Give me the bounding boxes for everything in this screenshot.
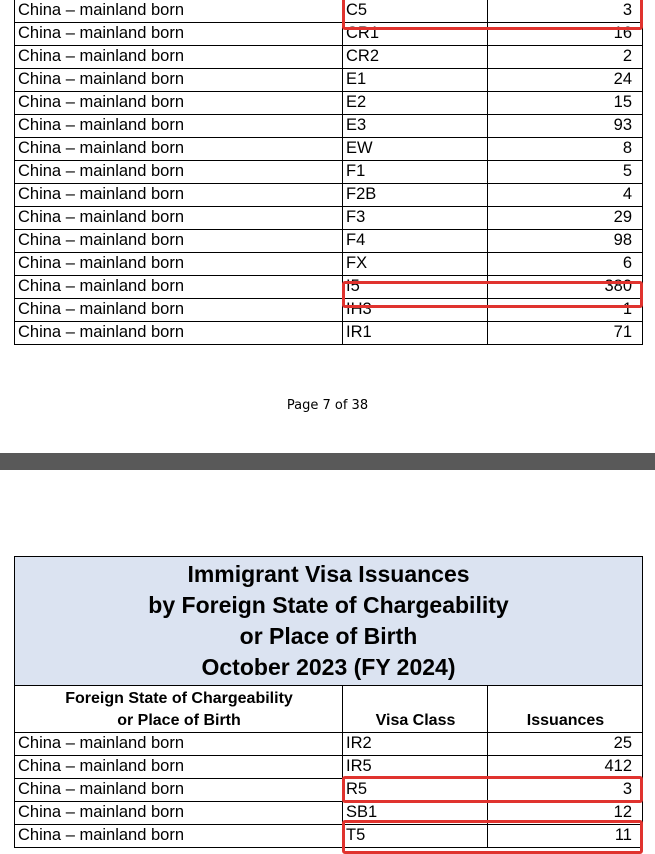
visa-class-cell: E2	[343, 92, 488, 115]
visa-class-cell: E1	[343, 69, 488, 92]
table-row	[15, 92, 643, 115]
table-row	[15, 230, 643, 253]
issuances-cell: 11	[488, 825, 643, 848]
table-row	[15, 115, 643, 138]
country-cell: China – mainland born	[15, 115, 343, 138]
issuances-cell: 8	[488, 138, 643, 161]
country-cell: China – mainland born	[15, 756, 343, 779]
table-row	[15, 299, 643, 322]
table-row	[15, 322, 643, 345]
issuances-cell: 5	[488, 161, 643, 184]
visa-class-cell: E3	[343, 115, 488, 138]
country-cell: China – mainland born	[15, 733, 343, 756]
issuances-cell: 4	[488, 184, 643, 207]
visa-class-cell: F1	[343, 161, 488, 184]
visa-class-cell: EW	[343, 138, 488, 161]
issuances-cell: 2	[488, 46, 643, 69]
issuances-cell: 3	[488, 779, 643, 802]
table-row	[15, 756, 643, 779]
country-cell: China – mainland born	[15, 184, 343, 207]
visa-class-cell: IH3	[343, 299, 488, 322]
issuances-cell: 1	[488, 299, 643, 322]
country-cell: China – mainland born	[15, 779, 343, 802]
issuances-cell: 24	[488, 69, 643, 92]
visa-class-cell: I5	[343, 276, 488, 299]
issuances-cell: 12	[488, 802, 643, 825]
issuances-cell: 71	[488, 322, 643, 345]
table-title	[15, 557, 643, 686]
country-cell: China – mainland born	[15, 322, 343, 345]
country-cell: China – mainland born	[15, 253, 343, 276]
issuances-cell: 6	[488, 253, 643, 276]
title-line: October 2023 (FY 2024)	[201, 654, 456, 680]
visa-class-cell: R5	[343, 779, 488, 802]
country-cell: China – mainland born	[15, 46, 343, 69]
column-header-country	[15, 686, 343, 733]
visa-class-cell: SB1	[343, 802, 488, 825]
table-row	[15, 46, 643, 69]
visa-table-page-8	[14, 556, 643, 848]
issuances-cell: 3	[488, 0, 643, 23]
issuances-cell: 29	[488, 207, 643, 230]
issuances-cell: 412	[488, 756, 643, 779]
country-cell: China – mainland born	[15, 276, 343, 299]
issuances-cell: 25	[488, 733, 643, 756]
country-cell: China – mainland born	[15, 23, 343, 46]
page-number: Page 7 of 38	[286, 398, 369, 413]
header-line: or Place of Birth	[117, 712, 241, 729]
issuances-cell: 16	[488, 23, 643, 46]
table-row	[15, 825, 643, 848]
visa-class-cell: IR1	[343, 322, 488, 345]
country-cell: China – mainland born	[15, 825, 343, 848]
header-line: Foreign State of Chargeability	[65, 690, 293, 707]
table-row	[15, 779, 643, 802]
visa-class-cell: IR5	[343, 756, 488, 779]
table-row	[15, 207, 643, 230]
title-line: Immigrant Visa Issuances	[187, 561, 470, 587]
country-cell: China – mainland born	[15, 802, 343, 825]
table-row	[15, 23, 643, 46]
table-row	[15, 253, 643, 276]
column-header-visa-class: Visa Class	[343, 686, 488, 733]
table-row	[15, 161, 643, 184]
country-cell: China – mainland born	[15, 0, 343, 23]
visa-class-cell: IR2	[343, 733, 488, 756]
table-row	[15, 69, 643, 92]
table-row	[15, 276, 643, 299]
country-cell: China – mainland born	[15, 207, 343, 230]
table-row	[15, 184, 643, 207]
issuances-cell: 15	[488, 92, 643, 115]
country-cell: China – mainland born	[15, 138, 343, 161]
table-row	[15, 733, 643, 756]
title-line: or Place of Birth	[239, 623, 418, 649]
issuances-cell: 93	[488, 115, 643, 138]
visa-class-cell: F3	[343, 207, 488, 230]
column-header-issuances: Issuances	[488, 686, 643, 733]
document-page-8	[0, 470, 655, 851]
visa-table-page-7	[14, 0, 643, 345]
visa-class-cell: T5	[343, 825, 488, 848]
country-cell: China – mainland born	[15, 69, 343, 92]
country-cell: China – mainland born	[15, 299, 343, 322]
title-line: by Foreign State of Chargeability	[148, 592, 509, 618]
visa-class-cell: CR2	[343, 46, 488, 69]
country-cell: China – mainland born	[15, 161, 343, 184]
visa-class-cell: C5	[343, 0, 488, 23]
issuances-cell: 380	[488, 276, 643, 299]
table-row	[15, 802, 643, 825]
table-row	[15, 138, 643, 161]
visa-class-cell: CR1	[343, 23, 488, 46]
visa-class-cell: FX	[343, 253, 488, 276]
page-separator	[0, 453, 655, 470]
country-cell: China – mainland born	[15, 92, 343, 115]
visa-class-cell: F2B	[343, 184, 488, 207]
table-row	[15, 0, 643, 23]
visa-class-cell: F4	[343, 230, 488, 253]
issuances-cell: 98	[488, 230, 643, 253]
country-cell: China – mainland born	[15, 230, 343, 253]
